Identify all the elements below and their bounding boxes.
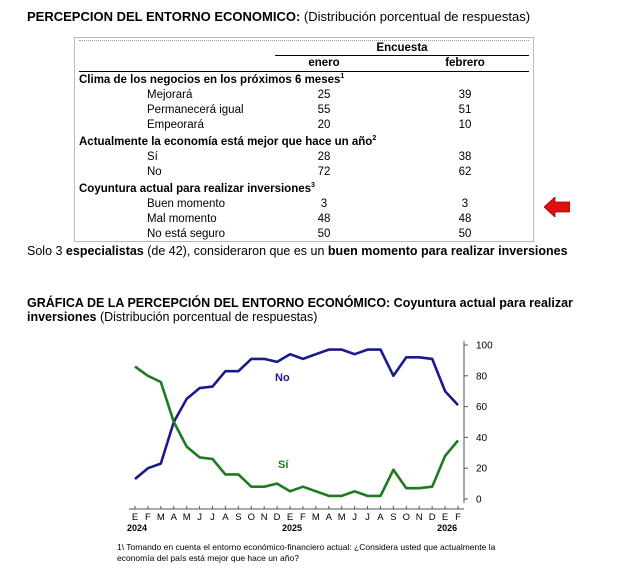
note-bold-1: especialistas	[65, 244, 144, 258]
x-tick-label: J	[365, 512, 370, 523]
x-tick-label: A	[325, 512, 332, 523]
x-tick-label: N	[260, 512, 268, 523]
section-title: Clima de los negocios en los próximos 6 meses	[79, 73, 341, 86]
series-line-no	[135, 350, 458, 479]
x-tick-label: A	[170, 512, 177, 523]
x-tick-label: O	[402, 512, 411, 523]
table-title-bold: PERCEPCION DEL ENTORNO ECONOMICO:	[27, 9, 301, 24]
row-value-enero: 55	[317, 104, 331, 116]
y-tick-label: 80	[476, 371, 488, 383]
table-col-febrero: febrero	[445, 57, 485, 69]
x-tick-label: J	[352, 512, 358, 523]
y-tick-label: 100	[476, 340, 493, 352]
table-row	[75, 119, 533, 134]
row-label: Mejorará	[147, 89, 193, 101]
x-tick-label: E	[131, 512, 139, 523]
x-tick-label: D	[273, 512, 281, 523]
section-sup: 2	[372, 135, 377, 142]
section-clima	[75, 73, 533, 88]
line-chart	[110, 335, 510, 535]
row-value-febrero: 51	[458, 104, 472, 116]
row-value-enero: 25	[317, 89, 331, 101]
table-header-line	[79, 71, 529, 72]
x-tick-label: F	[145, 512, 151, 523]
table-col-enero: enero	[308, 57, 340, 69]
section-economia	[75, 135, 533, 150]
x-tick-label: D	[428, 512, 436, 523]
x-tick-label: J	[210, 512, 215, 523]
row-value-enero: 20	[317, 119, 331, 131]
row-value-febrero: 48	[458, 213, 472, 225]
x-tick-label: F	[455, 512, 461, 523]
x-tick-label: N	[415, 512, 423, 523]
row-label: Empeorará	[147, 119, 204, 131]
table-title	[27, 9, 530, 24]
year-label: 2025	[282, 523, 303, 533]
table-top-line	[79, 40, 529, 41]
x-tick-label: S	[235, 512, 242, 523]
row-value-febrero: 10	[458, 119, 472, 131]
row-value-enero: 50	[317, 228, 331, 240]
section-sup: 1	[340, 73, 345, 80]
summary-note	[27, 244, 568, 258]
year-label: 2024	[126, 523, 148, 533]
year-label: 2026	[437, 523, 458, 533]
x-tick-label: J	[197, 512, 202, 523]
section-title: Coyuntura actual para realizar inversiones	[79, 182, 312, 195]
y-tick-label: 20	[476, 463, 488, 475]
chart-title	[27, 296, 627, 324]
row-label: Sí	[147, 151, 158, 163]
chart-title-normal: (Distribución porcentual de respuestas)	[96, 310, 318, 324]
row-value-febrero: 38	[458, 151, 472, 163]
section-title: Actualmente la economía está mejor que hace un año	[79, 135, 373, 148]
row-label: Permanecerá igual	[147, 104, 244, 116]
series-line-si	[135, 367, 458, 496]
row-value-enero: 48	[317, 213, 331, 225]
table-row	[75, 228, 533, 243]
table-row	[75, 213, 533, 228]
table-row	[75, 166, 533, 181]
x-tick-label: M	[156, 512, 165, 523]
note-bold-2: buen momento para realizar inversiones	[327, 244, 568, 258]
chart-title-bold: GRÁFICA DE LA PERCEPCIÓN DEL ENTORNO ECONÓMICO: Coyuntura actual para realizar inversiones	[27, 296, 573, 324]
row-label: Mal momento	[147, 213, 217, 225]
note-text-2: (de 42), consideraron que es un	[143, 244, 328, 258]
chart-footnote: 1\ Tomando en cuenta el entorno económico-financiero actual: ¿Considera usted que actualmente la economía del país está mejor que hace un año?	[117, 542, 496, 563]
row-value-febrero: 3	[461, 198, 469, 210]
row-value-febrero: 62	[458, 166, 472, 178]
y-tick-label: 60	[476, 402, 488, 414]
y-tick-label: 40	[476, 432, 488, 444]
row-label: No está seguro	[147, 228, 225, 240]
x-tick-label: O	[247, 512, 255, 523]
table-row	[75, 151, 533, 166]
row-value-enero: 3	[320, 198, 328, 210]
x-tick-label: M	[337, 512, 346, 523]
table-group-header: Encuesta	[275, 42, 529, 56]
row-label: Buen momento	[147, 198, 225, 210]
x-tick-label: M	[182, 512, 191, 523]
row-value-enero: 28	[317, 151, 331, 163]
x-tick-label: F	[300, 512, 306, 523]
table-row	[75, 104, 533, 119]
x-tick-label: A	[222, 512, 229, 523]
x-tick-label: A	[377, 512, 384, 523]
table-title-normal: (Distribución porcentual de respuestas)	[300, 9, 531, 24]
table-row	[75, 89, 533, 104]
x-tick-label: E	[441, 512, 449, 523]
row-value-enero: 72	[317, 166, 331, 178]
series-label-si: Sí	[278, 459, 289, 471]
section-inversiones	[75, 182, 533, 197]
row-value-febrero: 39	[458, 89, 472, 101]
y-tick-label: 0	[476, 494, 482, 506]
section-sup: 3	[311, 182, 315, 189]
series-label-no: No	[275, 372, 290, 384]
red-arrow-left-icon	[544, 197, 570, 217]
note-text-1: Solo 3	[27, 244, 66, 258]
row-value-febrero: 50	[458, 228, 472, 240]
x-tick-label: E	[286, 512, 294, 523]
x-tick-label: M	[311, 512, 320, 523]
row-label: No	[147, 166, 162, 178]
x-tick-label: S	[390, 512, 397, 523]
survey-table	[74, 37, 534, 242]
table-row	[75, 198, 533, 213]
